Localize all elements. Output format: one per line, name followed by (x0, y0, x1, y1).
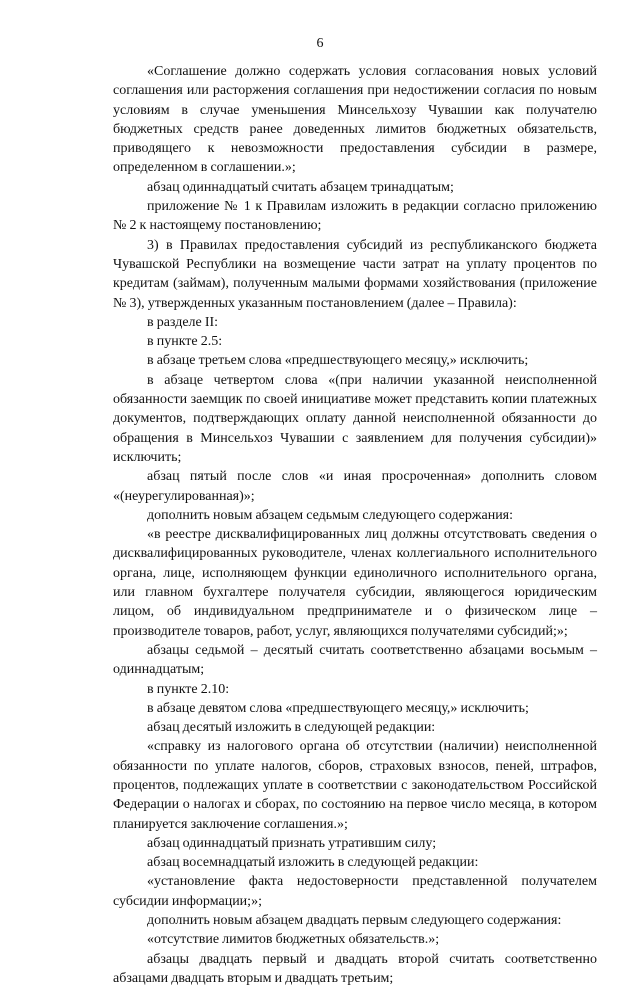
paragraph-17: абзац одиннадцатый признать утратившим силу; (147, 835, 437, 851)
paragraph-5: в разделе II: (147, 314, 219, 330)
paragraph-2: абзац одиннадцатый считать абзацем тринадцатым; (147, 179, 454, 195)
paragraph-15: абзац десятый изложить в следующей редакции: (147, 720, 436, 736)
paragraph-18: абзац восемнадцатый изложить в следующей редакции: (147, 855, 479, 871)
paragraph-20: дополнить новым абзацем двадцать первым следующего содержания: (147, 913, 562, 929)
paragraph-1: «Соглашение должно содержать условия согласования новых условий соглашения или расторжения соглашения при недостижении согласия по новым условиям в случае уменьшения Минсельхозу Чувашии как получателю бюджетных средств ранее доведенных лимитов бюджетных обязательств, приводящего к невозможности предоставления субсидии в размере, определенном в соглашении.»; (113, 64, 597, 176)
paragraph-13: в пункте 2.10: (147, 681, 230, 697)
paragraph-10: дополнить новым абзацем седьмым следующего содержания: (147, 507, 514, 523)
page-number: 6 (316, 36, 324, 51)
paragraph-9: абзац пятый после слов «и иная просроченная» дополнить словом «(неурегулированная)»; (113, 469, 597, 504)
paragraph-22: абзацы двадцать первый и двадцать второй считать соответственно абзацами двадцать вторым и двадцать третьим; (113, 951, 597, 986)
paragraph-3: приложение № 1 к Правилам изложить в редакции согласно приложению № 2 к настоящему постановлению; (113, 199, 597, 234)
paragraph-6: в пункте 2.5: (147, 334, 223, 350)
document-body (113, 62, 597, 988)
paragraph-8: в абзаце четвертом слова «(при наличии указанной неисполненной обязанности заемщик по своей инициативе может представить копии платежных документов, подтверждающих оплату данной неисполненной обязанности до обращения в Минсельхоз Чувашии с заявлением для получения субсидии)» исключить; (113, 372, 597, 465)
paragraph-4: 3) в Правилах предоставления субсидий из республиканского бюджета Чувашской Республики на возмещение части затрат на уплату процентов по кредитам (займам), полученным малыми формами хозяйствования (приложение № 3), утвержденных указанным постановлением (далее – Правила): (113, 237, 597, 311)
paragraph-16: «справку из налогового органа об отсутствии (наличии) неисполненной обязанности по уплате налогов, сборов, страховых взносов, пеней, штрафов, процентов, подлежащих уплате в соответствии с законодательством Российской Федерации о налогах и сборах, по состоянию на первое число месяца, в котором планируется заключение соглашения.»; (113, 739, 597, 832)
paragraph-14: в абзаце девятом слова «предшествующего месяцу,» исключить; (147, 700, 529, 716)
paragraph-12: абзацы седьмой – десятый считать соответственно абзацами восьмым – одиннадцатым; (113, 642, 597, 678)
paragraph-7: в абзаце третьем слова «предшествующего месяцу,» исключить; (147, 353, 529, 369)
paragraph-11: «в реестре дисквалифицированных лиц должны отсутствовать сведения о дисквалифицированных руководителе, членах коллегиального исполнительного органа, лице, исполняющем функции единоличного исполнительного органа, или главном бухгалтере получателя субсидии, являющегося юридическим лицом, об индивидуальном предпринимателе и о физическом лице – производителе товаров, работ, услуг, являющихся получателями субсидий;»; (113, 527, 597, 639)
paragraph-21: «отсутствие лимитов бюджетных обязательств.»; (147, 932, 440, 948)
paragraph-19: «установление факта недостоверности представленной получателем субсидии информации;»; (113, 874, 597, 909)
